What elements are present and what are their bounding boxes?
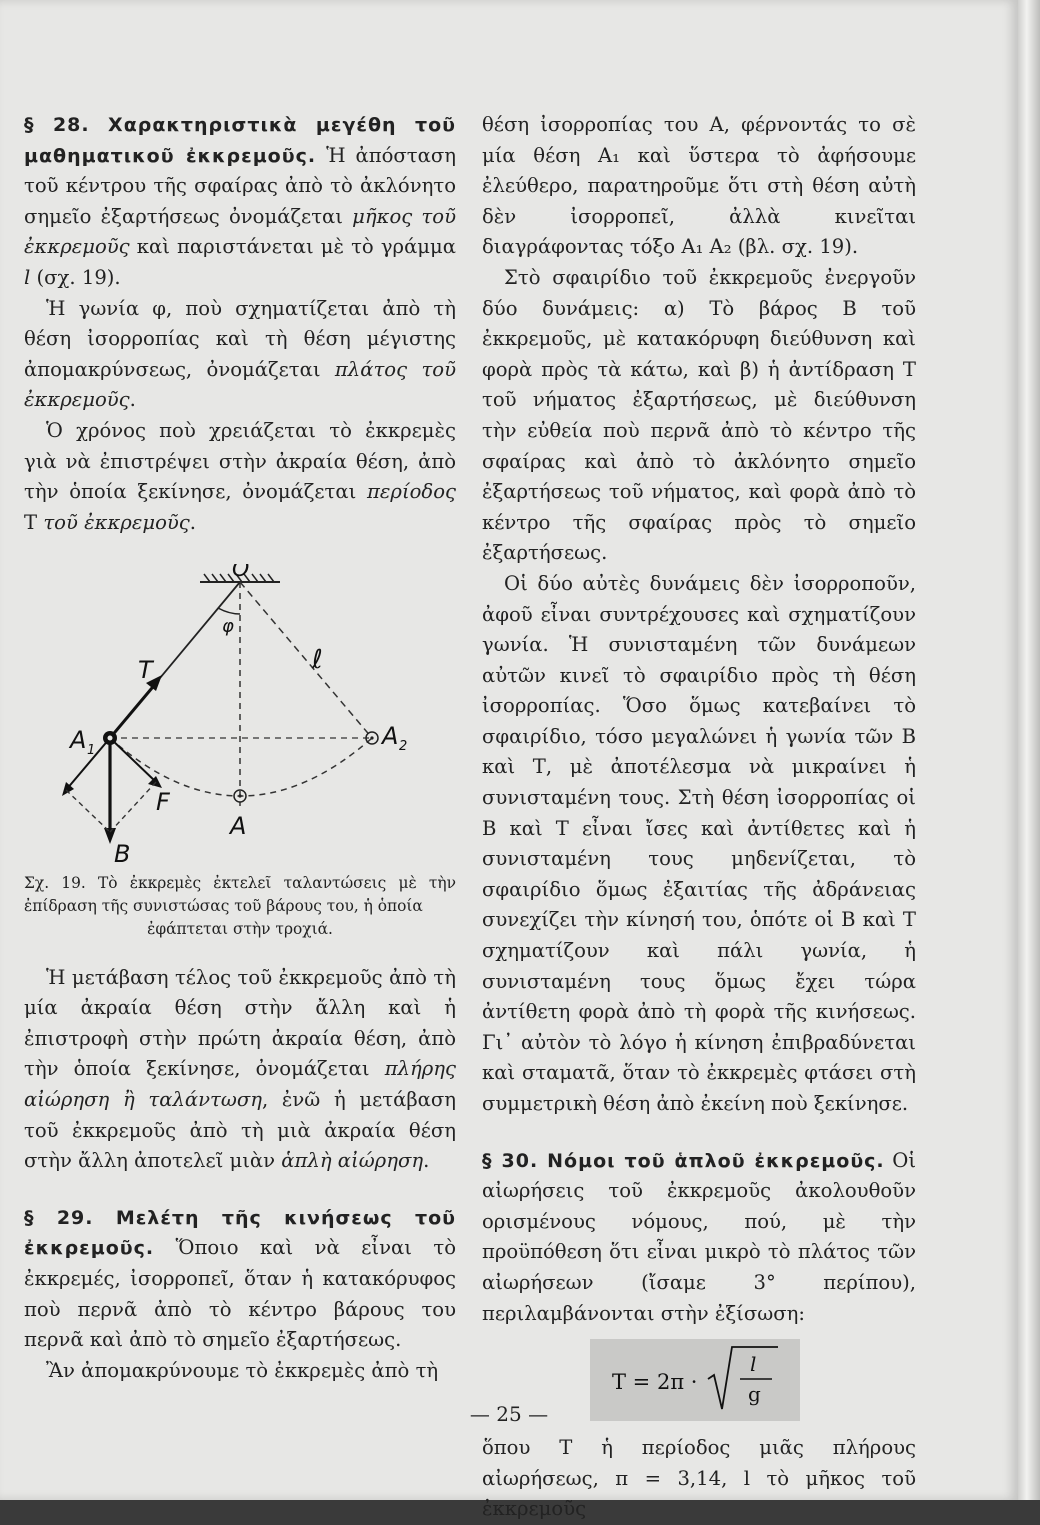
label-a2: A <box>382 722 399 751</box>
section-28-heading: § 28. Χαρακτηριστικὰ μεγέθη τοῦ μαθηματικοῦ ἐκκρεμοῦς. <box>24 114 456 167</box>
swing-arc <box>110 738 372 796</box>
pendulum-figure <box>24 564 456 864</box>
tangential-force <box>110 738 156 782</box>
label-a: A <box>230 812 247 841</box>
left-column <box>24 110 456 1386</box>
section-28-paragraph: § 28. Χαρακτηριστικὰ μεγέθη τοῦ μαθηματικοῦ ἐκκρεμοῦς. Ἡ ἀπόσταση τοῦ κέντρου τῆς σφαίρας ἀπὸ τὸ ἀκλόνητο σημεῖο ἐξαρτήσεως ὀνομάζεται μῆκος τοῦ ἐκκρεμοῦς καὶ παριστάνεται μὲ τὸ γράμμα l (σχ. 19). <box>24 114 456 289</box>
forces-paragraph: Στὸ σφαιρίδιο τοῦ ἐκκρεμοῦς ἐνεργοῦν δύο δυνάμεις: α) Τὸ βάρος Β τοῦ ἐκκρεμοῦς, μὲ κατακόρυφη διεύθυνση καὶ φορὰ πρὸς τὰ κάτω, καὶ β) ἡ ἀντίδραση Τ τοῦ νήματος ἐξαρτήσεως, μὲ διεύθυνση τὴν εὐθεία ποὺ περνᾶ ἀπὸ τὸ κέντρο τῆς σφαίρας καὶ ἀπὸ τὸ ἀκλόνητο σημεῖο ἐξαρτήσεως τοῦ νήματος, καὶ φορὰ ἀπὸ τὸ κέντρο τῆς σφαίρας πρὸς τὸ σημεῖο ἐξαρτήσεως. <box>482 265 916 565</box>
label-f: F <box>156 788 170 817</box>
angle-arc <box>218 608 240 614</box>
section-30-paragraph: § 30. Νόμοι τοῦ ἁπλοῦ ἐκκρεμοῦς. Οἱ αἰωρήσεις τοῦ ἐκκρεμοῦς ἀκολουθοῦν ορισμένους νόμους, πού, μὲ τὴν προϋπόθεση ὅτι εἶναι μικρὸ τὸ πλάτος τῶν αἰωρήσεων (ἴσαμε 3° περίπου), περιλαμβάνονται στὴν ἐξίσωση: <box>482 1148 916 1325</box>
label-phi: φ <box>222 616 234 638</box>
section-30-heading: § 30. Νόμοι τοῦ ἁπλοῦ ἐκκρεμοῦς. <box>482 1149 885 1172</box>
period-paragraph: Ὁ χρόνος ποὺ χρειάζεται τὸ ἐκκρεμὲς γιὰ νὰ ἐπιστρέψει στὴν ἀκραία θέση, ἀπὸ τὴν ὁποία ξεκίνησε, ὀνομάζεται περίοδος Τ τοῦ ἐκκρεμοῦς. <box>24 418 456 534</box>
parallelogram-edge-1 <box>66 790 110 832</box>
sqrt-sign <box>708 1347 778 1409</box>
right-paragraph-1: θέση ἰσορροπίας του Α, φέρνοντάς το σὲ μία θέση Α₁ καὶ ὕστερα τὸ ἀφήσουμε ἐλεύθερο, παρατηροῦμε ὅτι στὴ θέση αὐτὴ δὲν ἰσορροπεῖ, ἀλλὰ κινεῖται διαγράφοντας τόξο Α₁ Α₂ (βλ. σχ. 19). <box>482 113 916 259</box>
page-edge <box>1018 0 1040 1500</box>
section-29-heading: § 29. Μελέτη τῆς κινήσεως τοῦ ἐκκρεμοῦς. <box>24 1206 456 1260</box>
tension-vector <box>110 682 157 738</box>
right-last-paragraph: ὅπου Τ ἡ περίοδος μιᾶς πλήρους αἰωρήσεως, π = 3,14, l τὸ μῆκος τοῦ ἐκκρεμοῦς <box>482 1436 916 1521</box>
label-a1-sub: 1 <box>87 743 96 759</box>
oscillation-paragraph: Ἡ μετάβαση τέλος τοῦ ἐκκρεμοῦς ἀπὸ τὴ μία ἀκραία θέση στὴν ἄλλη καὶ ἡ ἐπιστροφὴ στὴν πρώτη ἀκραία θέση, ἀπὸ τὴν ὁποία ξεκίνησε, ὀνομάζεται πλήρης αἰώρηση ἢ ταλάντωση, ἐνῶ ἡ μετάβαση τοῦ ἐκκρεμοῦς ἀπὸ τὴ μιὰ ἀκραία θέση στὴν ἄλλη ἀποτελεῖ μιὰν ἁπλὴ αἰώρηση. <box>24 965 456 1173</box>
label-o: O <box>232 564 250 583</box>
label-b: B <box>114 840 131 865</box>
parallelogram-edge-2 <box>110 782 156 832</box>
string-to-a2 <box>240 582 372 738</box>
tangential-arrowhead <box>148 776 162 788</box>
formula-lhs: T = 2π · <box>612 1370 698 1395</box>
right-column <box>482 110 916 1525</box>
section-29-paragraph: § 29. Μελέτη τῆς κινήσεως τοῦ ἐκκρεμοῦς. Ὅποιο καὶ νὰ εἶναι τὸ ἐκκρεμές, ἰσορροπεῖ, ὅταν ἡ κατακόρυφος ποὺ περνᾶ ἀπὸ τὸ κέντρο βάρους του περνᾶ καὶ ἀπὸ τὸ σημεῖο ἐξαρτήσεως. <box>24 1206 456 1352</box>
page-number: — 25 — <box>469 1402 549 1426</box>
formula-denominator: g <box>748 1382 761 1407</box>
amplitude-paragraph: Ἡ γωνία φ, ποὺ σχηματίζεται ἀπὸ τὴ θέση ἰσορροπίας καὶ τὴ θέση μέγιστης ἀπομακρύνσεως, ὀνομάζεται πλάτος τοῦ ἐκκρεμοῦς. <box>24 296 456 412</box>
label-length: ℓ <box>312 645 323 676</box>
formula-numerator: l <box>750 1352 757 1377</box>
label-a1: A <box>70 726 87 755</box>
label-a2-sub: 2 <box>399 739 408 755</box>
resultant-paragraph: Οἱ δύο αὐτὲς δυνάμεις δὲν ἰσορροποῦν, ἀφοῦ εἶναι συντρέχουσες καὶ σχηματίζουν γωνία. Ἡ συνισταμένη τῶν δυνάμεων αὐτῶν κινεῖ τὸ σφαιρίδιο πρὸς τὴ θέση ἰσορροπίας. Ὅσο ὅμως κατεβαίνει τὸ σφαιρίδιο, τόσο μεγαλώνει ἡ γωνία τῶν Β καὶ Τ, μὲ ἀποτέλεσμα νὰ μικραίνει ἡ συνισταμένη τους. Στὴ θέση ἰσορροπίας οἱ Β καὶ Τ εἶναι ἴσες καὶ ἀντίθετες καὶ ἡ συνισταμένη τους μηδενίζεται, τὸ σφαιρίδιο ὅμως ἐξαιτίας τῆς ἀδράνειας συνεχίζει τὴν κίνησή του, ὁπότε οἱ Β καὶ Τ σχηματίζουν καὶ πάλι γωνία, ἡ συνισταμένη τους ὅμως ἔχει τώρα ἀντίθετη φορὰ ἀπὸ τὴ φορὰ τῆς κινήσεως. Γι᾿ αὐτὸν τὸ λόγο ἡ κίνηση ἐπιβραδύνεται καὶ σταματᾶ, ὅταν τὸ ἐκκρεμὲς φτάσει στὴ συμμετρικὴ θέση ἀπὸ ἐκείνη ποὺ ξεκίνησε. <box>482 571 916 1115</box>
pendulum-diagram <box>24 564 456 864</box>
left-last-paragraph: Ἂν ἀπομακρύνουμε τὸ ἐκκρεμὲς ἀπὸ τὴ <box>46 1358 439 1382</box>
figure-caption: Σχ. 19. Τὸ ἐκκρεμὲς ἐκτελεῖ ταλαντώσεις μὲ τὴν ἐπίδραση τῆς συνιστώσας τοῦ βάρους του, ἡ ὁποία ἐφάπτεται στὴν τροχιά. <box>24 874 456 938</box>
label-tension: T <box>138 656 153 685</box>
